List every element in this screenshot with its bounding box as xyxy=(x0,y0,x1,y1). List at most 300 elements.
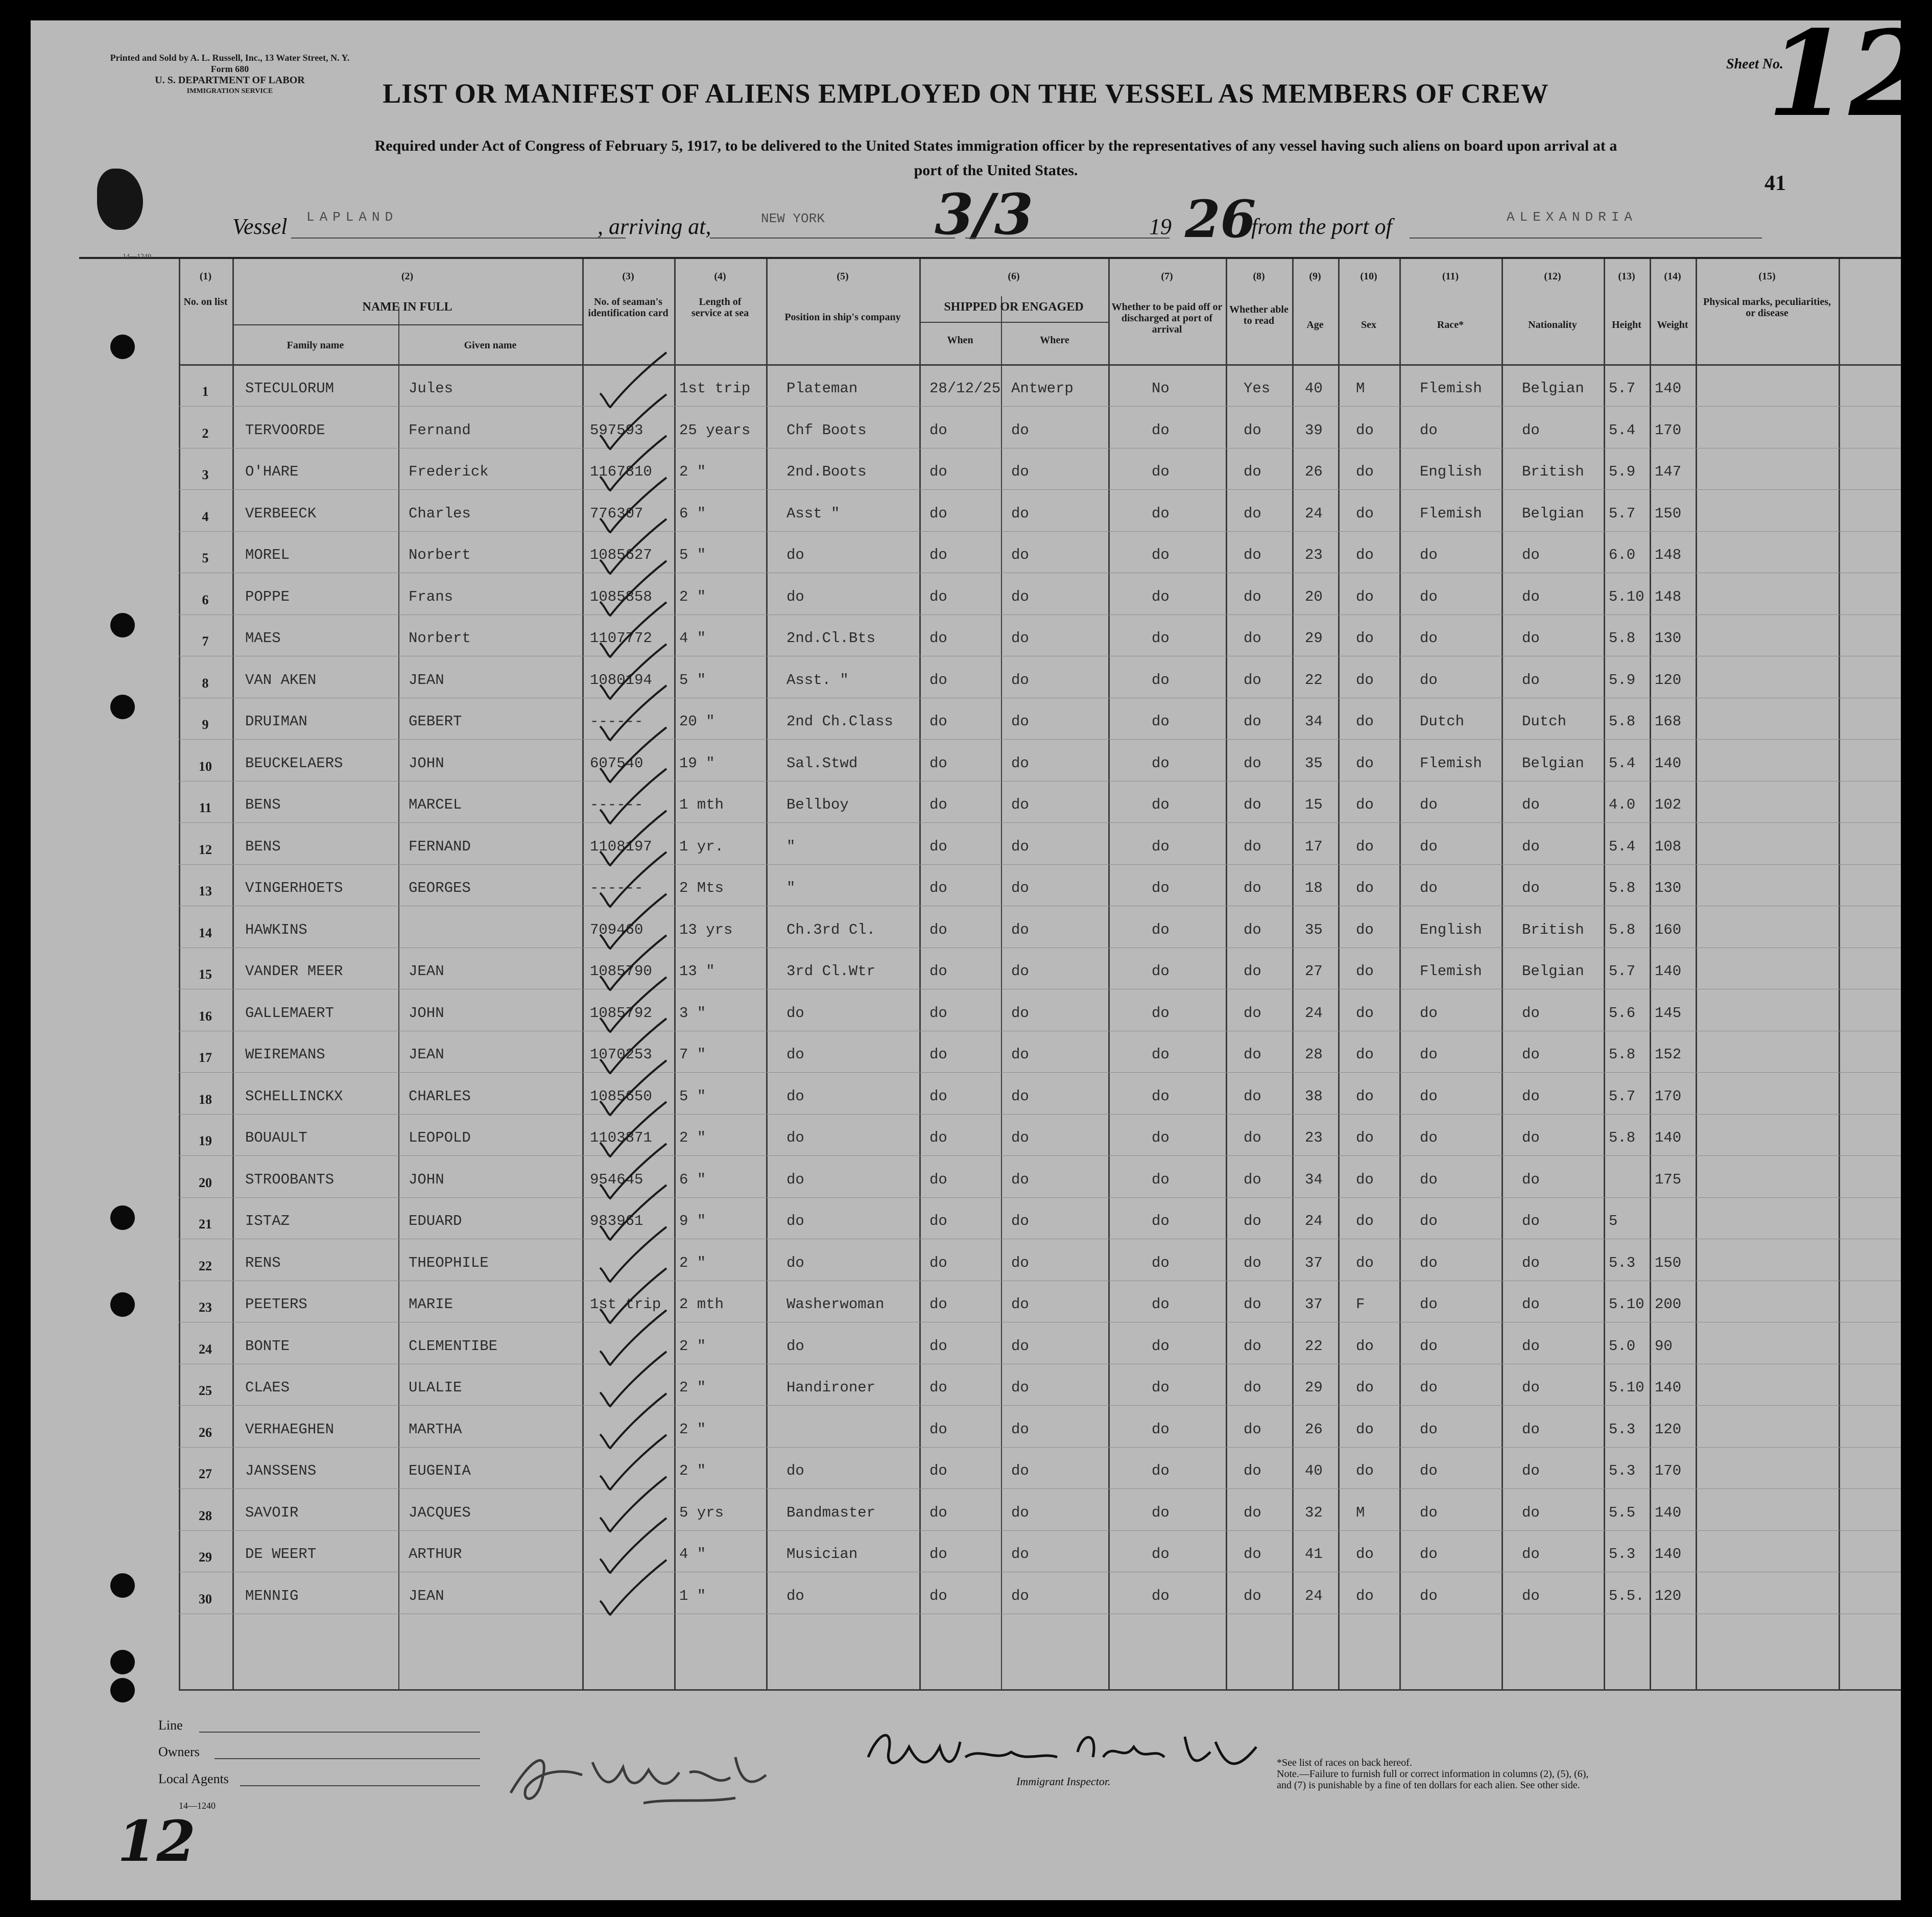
shipped-when-cell: do xyxy=(929,421,947,439)
length-service-cell: 5 " xyxy=(679,671,706,689)
sex-cell: do xyxy=(1356,1546,1374,1563)
paid-off-cell: do xyxy=(1152,754,1170,772)
given-name-cell: EDUARD xyxy=(409,1213,462,1229)
length-service-cell: 2 " xyxy=(679,463,706,480)
paid-off-cell: do xyxy=(1152,505,1170,522)
id-card-cell: 1085792 xyxy=(590,1004,652,1022)
row-number: 27 xyxy=(199,1466,212,1481)
position-cell: do xyxy=(786,1087,804,1105)
length-service-cell: 2 " xyxy=(679,588,706,605)
sex-cell: do xyxy=(1356,754,1374,772)
height-cell: 5.8 xyxy=(1609,880,1636,896)
height-cell: 5.4 xyxy=(1609,754,1636,772)
col-num: (3) xyxy=(622,271,634,282)
paid-off-cell: do xyxy=(1152,1004,1170,1022)
given-name-cell: JOHN xyxy=(409,1004,444,1022)
sex-cell: do xyxy=(1356,671,1374,689)
nationality-cell: do xyxy=(1522,1171,1540,1188)
shipped-where-cell: do xyxy=(1011,1462,1029,1479)
able-read-cell: do xyxy=(1244,1004,1261,1022)
paid-off-cell: do xyxy=(1152,1379,1170,1396)
family-name-cell: MOREL xyxy=(245,547,290,563)
weight-cell: 108 xyxy=(1655,838,1682,855)
nationality-cell: do xyxy=(1522,547,1540,563)
race-cell: do xyxy=(1420,1046,1438,1063)
race-cell: Dutch xyxy=(1420,713,1465,730)
family-name-cell: WEIREMANS xyxy=(245,1046,325,1063)
height-cell: 5.8 xyxy=(1609,921,1636,938)
length-service-cell: 2 " xyxy=(679,1462,706,1479)
race-cell: do xyxy=(1420,1296,1438,1313)
height-cell: 5.9 xyxy=(1609,463,1636,480)
sex-cell: do xyxy=(1356,1421,1374,1438)
age-cell: 40 xyxy=(1305,1462,1323,1479)
race-cell: do xyxy=(1420,1337,1438,1355)
family-name-cell: SCHELLINCKX xyxy=(245,1087,343,1105)
shipped-when-cell: do xyxy=(929,713,947,730)
paid-off-cell: do xyxy=(1152,1129,1170,1146)
punch-hole xyxy=(110,1650,135,1674)
nationality-cell: do xyxy=(1522,588,1540,605)
header-race: Race* xyxy=(1437,319,1464,330)
punch-hole xyxy=(110,335,135,359)
family-name-cell: JANSSENS xyxy=(245,1462,317,1479)
col-num: (12) xyxy=(1544,271,1561,282)
arriving-port: NEW YORK xyxy=(761,211,825,226)
shipped-where-cell: do xyxy=(1011,754,1029,772)
length-service-cell: 2 " xyxy=(679,1421,706,1438)
weight-cell: 90 xyxy=(1655,1337,1673,1355)
length-service-cell: 13 yrs xyxy=(679,921,733,938)
given-name-cell: Frederick xyxy=(409,463,489,480)
able-read-cell: do xyxy=(1244,547,1261,563)
line-label: Line xyxy=(158,1718,183,1733)
shipped-where-cell: do xyxy=(1011,421,1029,439)
able-read-cell: do xyxy=(1244,1379,1261,1396)
shipped-where-cell: do xyxy=(1011,588,1029,605)
shipped-when-cell: do xyxy=(929,880,947,896)
id-card-cell: 1108197 xyxy=(590,838,652,855)
height-cell: 5.5 xyxy=(1609,1504,1636,1521)
length-service-cell: 4 " xyxy=(679,630,706,647)
shipped-where-cell: do xyxy=(1011,1129,1029,1146)
shipped-when-cell: do xyxy=(929,1296,947,1313)
given-name-cell: EUGENIA xyxy=(409,1462,471,1479)
shipped-where-cell: do xyxy=(1011,1004,1029,1022)
race-cell: do xyxy=(1420,1129,1438,1146)
row-number: 18 xyxy=(199,1092,212,1107)
height-cell: 5.4 xyxy=(1609,421,1636,439)
age-cell: 41 xyxy=(1305,1546,1323,1563)
shipped-when-cell: do xyxy=(929,1213,947,1229)
row-number: 4 xyxy=(202,509,209,524)
age-cell: 32 xyxy=(1305,1504,1323,1521)
able-read-cell: do xyxy=(1244,505,1261,522)
age-cell: 38 xyxy=(1305,1087,1323,1105)
printer-line: Printed and Sold by A. L. Russell, Inc., 13 Water Street, N. Y. xyxy=(110,53,350,63)
family-name-cell: SAVOIR xyxy=(245,1504,299,1521)
race-cell: do xyxy=(1420,1004,1438,1022)
weight-cell: 200 xyxy=(1655,1296,1682,1313)
shipped-when-cell: do xyxy=(929,1004,947,1022)
header-sex: Sex xyxy=(1361,319,1376,330)
header-name-in-full: NAME IN FULL xyxy=(362,300,452,314)
paid-off-cell: do xyxy=(1152,1046,1170,1063)
nationality-cell: Belgian xyxy=(1522,754,1584,772)
weight-cell: 148 xyxy=(1655,547,1682,563)
header-age: Age xyxy=(1306,319,1324,330)
paid-off-cell: do xyxy=(1152,1087,1170,1105)
sex-cell: do xyxy=(1356,713,1374,730)
footer-form-code: 14—1240 xyxy=(179,1801,216,1811)
given-name-cell: Jules xyxy=(409,380,454,397)
given-name-cell: FERNAND xyxy=(409,838,471,855)
sex-cell: do xyxy=(1356,630,1374,647)
year-prefix: 19 xyxy=(1149,214,1172,239)
paid-off-cell: do xyxy=(1152,921,1170,938)
age-cell: 26 xyxy=(1305,1421,1323,1438)
weight-cell: 170 xyxy=(1655,421,1682,439)
length-service-cell: 20 " xyxy=(679,713,715,730)
row-number: 25 xyxy=(199,1383,212,1398)
id-card-cell: 983961 xyxy=(590,1213,643,1229)
able-read-cell: do xyxy=(1244,1254,1261,1271)
shipped-where-cell: do xyxy=(1011,963,1029,980)
able-read-cell: do xyxy=(1244,463,1261,480)
nationality-cell: do xyxy=(1522,1004,1540,1022)
header-nationality: Nationality xyxy=(1528,319,1577,330)
family-name-cell: BENS xyxy=(245,796,281,813)
height-cell: 5.10 xyxy=(1609,588,1644,605)
paid-off-cell: do xyxy=(1152,1462,1170,1479)
position-cell: do xyxy=(786,1004,804,1022)
weight-cell: 148 xyxy=(1655,588,1682,605)
sheet-number: 12 xyxy=(1767,5,1931,143)
height-cell: 5.7 xyxy=(1609,1087,1636,1105)
note-line: *See list of races on back hereof. xyxy=(1277,1757,1412,1768)
shipped-where-cell: do xyxy=(1011,838,1029,855)
height-cell: 5.8 xyxy=(1609,1129,1636,1146)
shipped-when-cell: do xyxy=(929,1546,947,1563)
age-cell: 28 xyxy=(1305,1046,1323,1063)
id-card-cell: 1167810 xyxy=(590,463,652,480)
row-number: 7 xyxy=(202,634,209,649)
weight-cell: 170 xyxy=(1655,1087,1682,1105)
position-cell: Bandmaster xyxy=(786,1504,876,1521)
sex-cell: do xyxy=(1356,1587,1374,1604)
family-name-cell: VERBEECK xyxy=(245,505,317,522)
race-cell: do xyxy=(1420,588,1438,605)
shipped-where-cell: do xyxy=(1011,1296,1029,1313)
length-service-cell: 2 " xyxy=(679,1337,706,1355)
nationality-cell: do xyxy=(1522,1587,1540,1604)
height-cell: 4.0 xyxy=(1609,796,1636,813)
sex-cell: do xyxy=(1356,1379,1374,1396)
paid-off-cell: do xyxy=(1152,713,1170,730)
given-name-cell: MARIE xyxy=(409,1296,454,1313)
family-name-cell: VINGERHOETS xyxy=(245,880,343,896)
race-cell: do xyxy=(1420,1462,1438,1479)
nationality-cell: do xyxy=(1522,1462,1540,1479)
able-read-cell: do xyxy=(1244,713,1261,730)
weight-cell: 130 xyxy=(1655,630,1682,647)
age-cell: 23 xyxy=(1305,1129,1323,1146)
height-cell: 5.9 xyxy=(1609,671,1636,689)
row-rule xyxy=(179,1530,1901,1531)
given-name-cell: Fernand xyxy=(409,421,471,439)
row-number: 21 xyxy=(199,1217,212,1232)
position-cell: 2nd.Boots xyxy=(786,463,867,480)
row-number: 20 xyxy=(199,1175,212,1190)
note-line: Note.—Failure to furnish full or correct information in columns (2), (5), (6), xyxy=(1277,1768,1589,1780)
position-cell: Bellboy xyxy=(786,796,849,813)
shipped-when-cell: do xyxy=(929,796,947,813)
sex-cell: do xyxy=(1356,838,1374,855)
nationality-cell: do xyxy=(1522,796,1540,813)
given-name-cell: ARTHUR xyxy=(409,1546,462,1563)
shipped-when-cell: do xyxy=(929,1171,947,1188)
position-cell: do xyxy=(786,1587,804,1604)
sex-cell: do xyxy=(1356,880,1374,896)
able-read-cell: do xyxy=(1244,880,1261,896)
shipped-when-cell: do xyxy=(929,921,947,938)
given-name-cell: Norbert xyxy=(409,547,471,563)
family-name-cell: ISTAZ xyxy=(245,1213,290,1229)
given-name-cell: JEAN xyxy=(409,1587,444,1604)
row-number: 1 xyxy=(202,384,209,399)
given-name-cell: GEBERT xyxy=(409,713,462,730)
height-cell: 5.0 xyxy=(1609,1337,1636,1355)
shipped-when-cell: do xyxy=(929,630,947,647)
race-cell: do xyxy=(1420,671,1438,689)
paid-off-cell: do xyxy=(1152,421,1170,439)
race-cell: do xyxy=(1420,838,1438,855)
race-cell: do xyxy=(1420,547,1438,563)
punch-hole xyxy=(110,1678,135,1702)
nationality-cell: do xyxy=(1522,1254,1540,1271)
vessel-name: LAPLAND xyxy=(306,209,398,225)
id-card-cell: 1085858 xyxy=(590,588,652,605)
row-number: 17 xyxy=(199,1050,212,1065)
row-rule xyxy=(179,822,1901,823)
shipped-where-cell: do xyxy=(1011,921,1029,938)
row-number: 8 xyxy=(202,675,209,691)
length-service-cell: 19 " xyxy=(679,754,715,772)
height-cell: 5.8 xyxy=(1609,630,1636,647)
age-cell: 29 xyxy=(1305,1379,1323,1396)
department-name: U. S. DEPARTMENT OF LABOR xyxy=(155,75,305,86)
position-cell: Musician xyxy=(786,1546,858,1563)
paid-off-cell: do xyxy=(1152,1213,1170,1229)
id-card-cell: 1st trip xyxy=(590,1296,661,1313)
row-number: 28 xyxy=(199,1508,212,1523)
length-service-cell: 2 " xyxy=(679,1129,706,1146)
col-num: (10) xyxy=(1360,271,1377,282)
row-number: 15 xyxy=(199,967,212,982)
punch-hole xyxy=(110,613,135,637)
shipped-where-cell: do xyxy=(1011,1504,1029,1521)
shipped-where-cell: do xyxy=(1011,547,1029,563)
paid-off-cell: do xyxy=(1152,463,1170,480)
row-number: 9 xyxy=(202,717,209,732)
paid-off-cell: do xyxy=(1152,1337,1170,1355)
row-rule xyxy=(179,1447,1901,1448)
col-num: (7) xyxy=(1161,271,1173,282)
paid-off-cell: do xyxy=(1152,588,1170,605)
height-cell: 5 xyxy=(1609,1213,1618,1229)
shipped-when-cell: do xyxy=(929,1337,947,1355)
age-cell: 29 xyxy=(1305,630,1323,647)
id-card-cell: ------ xyxy=(590,796,643,813)
family-name-cell: POPPE xyxy=(245,588,290,605)
row-number: 5 xyxy=(202,551,209,565)
weight-cell: 160 xyxy=(1655,921,1682,938)
row-rule xyxy=(179,1488,1901,1489)
able-read-cell: do xyxy=(1244,1546,1261,1563)
paid-off-cell: do xyxy=(1152,1587,1170,1604)
nationality-cell: do xyxy=(1522,838,1540,855)
nationality-cell: do xyxy=(1522,671,1540,689)
height-cell: 5.3 xyxy=(1609,1254,1636,1271)
age-cell: 17 xyxy=(1305,838,1323,855)
position-cell: do xyxy=(786,1462,804,1479)
header-physical-marks: Physical marks, peculiarities, or disease xyxy=(1703,296,1831,319)
sex-cell: do xyxy=(1356,1171,1374,1188)
departure-port: ALEXANDRIA xyxy=(1507,209,1638,225)
given-name-cell: ULALIE xyxy=(409,1379,462,1396)
nationality-cell: Belgian xyxy=(1522,380,1584,397)
arrival-date: 3/3 xyxy=(935,181,1034,247)
length-service-cell: 3 " xyxy=(679,1004,706,1022)
race-cell: do xyxy=(1420,421,1438,439)
age-cell: 34 xyxy=(1305,713,1323,730)
family-name-cell: MENNIG xyxy=(245,1587,299,1604)
able-read-cell: do xyxy=(1244,671,1261,689)
sex-cell: do xyxy=(1356,921,1374,938)
header-where: Where xyxy=(1040,335,1069,346)
weight-cell: 102 xyxy=(1655,796,1682,813)
length-service-cell: 1 yr. xyxy=(679,838,724,855)
shipped-when-cell: do xyxy=(929,1254,947,1271)
position-cell: do xyxy=(786,1337,804,1355)
able-read-cell: do xyxy=(1244,1171,1261,1188)
position-cell: do xyxy=(786,1046,804,1063)
row-rule xyxy=(179,614,1901,615)
row-number: 2 xyxy=(202,425,209,441)
weight-cell: 140 xyxy=(1655,963,1682,980)
given-name-cell: CHARLES xyxy=(409,1087,471,1105)
family-name-cell: STROOBANTS xyxy=(245,1171,335,1188)
paid-off-cell: do xyxy=(1152,1546,1170,1563)
row-number: 3 xyxy=(202,467,209,482)
family-name-cell: HAWKINS xyxy=(245,921,307,938)
able-read-cell: do xyxy=(1244,421,1261,439)
header-family-name: Family name xyxy=(287,340,344,351)
position-cell: Chf Boots xyxy=(786,421,867,439)
paid-off-cell: do xyxy=(1152,671,1170,689)
height-cell: 5.3 xyxy=(1609,1546,1636,1563)
nationality-cell: Belgian xyxy=(1522,505,1584,522)
race-cell: do xyxy=(1420,1587,1438,1604)
id-card-cell: 607540 xyxy=(590,754,643,772)
shipped-when-cell: 28/12/25 xyxy=(929,380,1001,397)
nationality-cell: do xyxy=(1522,1504,1540,1521)
age-cell: 39 xyxy=(1305,421,1323,439)
weight-cell: 140 xyxy=(1655,1504,1682,1521)
position-cell: Asst. " xyxy=(786,671,849,689)
col-num: (9) xyxy=(1309,271,1321,282)
age-cell: 24 xyxy=(1305,505,1323,522)
length-service-cell: 6 " xyxy=(679,505,706,522)
row-number: 6 xyxy=(202,592,209,607)
able-read-cell: do xyxy=(1244,754,1261,772)
length-service-cell: 2 Mts xyxy=(679,880,724,896)
given-name-cell: JEAN xyxy=(409,671,444,689)
family-name-cell: O'HARE xyxy=(245,463,299,480)
shipped-when-cell: do xyxy=(929,1421,947,1438)
from-port-label: from the port of xyxy=(1251,214,1392,239)
position-cell: 3rd Cl.Wtr xyxy=(786,963,876,980)
punch-hole xyxy=(110,1573,135,1598)
shipped-when-cell: do xyxy=(929,754,947,772)
nationality-cell: do xyxy=(1522,421,1540,439)
family-name-cell: GALLEMAERT xyxy=(245,1004,335,1022)
nationality-cell: Dutch xyxy=(1522,713,1567,730)
header-weight: Weight xyxy=(1657,319,1688,330)
race-cell: Flemish xyxy=(1420,963,1482,980)
sheet-label: Sheet No. xyxy=(1726,56,1783,72)
position-cell: Asst " xyxy=(786,505,840,522)
length-service-cell: 2 " xyxy=(679,1379,706,1396)
length-service-cell: 1 mth xyxy=(679,796,724,813)
nationality-cell: do xyxy=(1522,630,1540,647)
height-cell: 5.8 xyxy=(1609,1046,1636,1063)
row-number: 19 xyxy=(199,1133,212,1148)
age-cell: 24 xyxy=(1305,1587,1323,1604)
shipped-when-cell: do xyxy=(929,838,947,855)
row-number: 12 xyxy=(199,842,212,857)
shipped-where-cell: do xyxy=(1011,630,1029,647)
row-number: 14 xyxy=(199,925,212,940)
position-cell: Handironer xyxy=(786,1379,876,1396)
given-name-cell: CLEMENTIBE xyxy=(409,1337,498,1355)
nationality-cell: do xyxy=(1522,1213,1540,1229)
id-card-cell: 1085650 xyxy=(590,1087,652,1105)
weight-cell: 120 xyxy=(1655,671,1682,689)
family-name-cell: MAES xyxy=(245,630,281,647)
subtitle-line: Required under Act of Congress of February 5, 1917, to be delivered to the United States immigration officer by the representatives of any vessel having such aliens on board upon arrival at a xyxy=(374,137,1617,154)
able-read-cell: do xyxy=(1244,1587,1261,1604)
family-name-cell: VANDER MEER xyxy=(245,963,343,980)
race-cell: do xyxy=(1420,1087,1438,1105)
paid-off-cell: do xyxy=(1152,838,1170,855)
row-number: 16 xyxy=(199,1008,212,1024)
able-read-cell: do xyxy=(1244,1296,1261,1313)
id-card-cell: ------ xyxy=(590,880,643,896)
sex-cell: do xyxy=(1356,1462,1374,1479)
header-length-service: Length of service at sea xyxy=(691,296,749,319)
row-rule xyxy=(179,1114,1901,1115)
length-service-cell: 9 " xyxy=(679,1213,706,1229)
nationality-cell: do xyxy=(1522,880,1540,896)
paid-off-cell: do xyxy=(1152,1171,1170,1188)
row-number: 11 xyxy=(199,800,212,815)
shipped-where-cell: do xyxy=(1011,505,1029,522)
form-code: 14—1240 xyxy=(123,253,151,261)
age-cell: 15 xyxy=(1305,796,1323,813)
able-read-cell: do xyxy=(1244,796,1261,813)
weight-cell: 170 xyxy=(1655,1462,1682,1479)
